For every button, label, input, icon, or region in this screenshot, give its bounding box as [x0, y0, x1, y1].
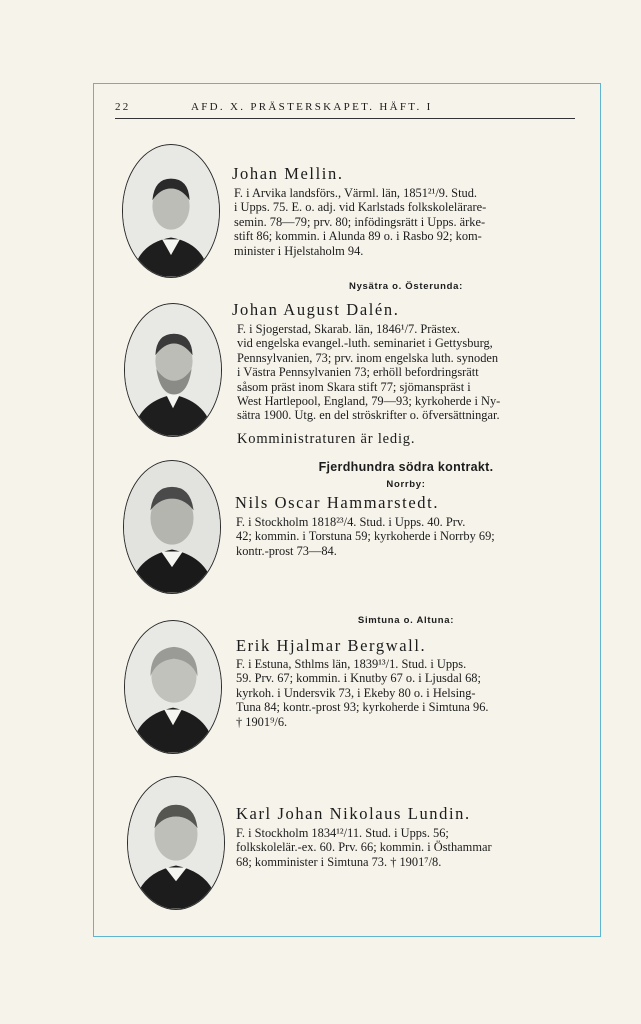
bio-line: 68; komminister i Simtuna 73. † 1901⁷/8.	[236, 854, 442, 869]
bio-line: sätra 1900. Utg. en del ströskrifter o. öfversättningar.	[237, 408, 500, 423]
entry-name: Nils Oscar Hammarstedt.	[235, 493, 440, 512]
bio-line: 42; kommin. i Torstuna 59; kyrkoherde i Norrby 69;	[236, 529, 495, 544]
bio-line: F. i Estuna, Sthlms län, 1839¹³/1. Stud. i Upps.	[236, 657, 467, 671]
entry-name: Karl Johan Nikolaus Lundin.	[236, 804, 471, 823]
bio-line: såsom präst inom Skara stift 77; sjömanspräst i	[237, 379, 471, 394]
bio-line: kyrkoh. i Undersvik 73, i Ekeby 80 o. i Helsing-	[236, 685, 476, 700]
bio-line: Pennsylvanien, 73; prv. inom engelska luth. synoden	[237, 350, 499, 365]
entry-name: Johan August Dalén.	[232, 300, 400, 319]
bio-line: kontr.-prost 73—84.	[236, 543, 337, 558]
entry-bio	[236, 826, 580, 869]
portrait-erik-hjalmar-bergwall	[124, 620, 222, 754]
bio-line: 59. Prv. 67; kommin. i Knutby 67 o. i Ljusdal 68;	[236, 671, 481, 686]
portrait-karl-johan-nikolaus-lundin	[127, 776, 225, 910]
header-rule	[115, 118, 575, 119]
bio-line: minister i Hjelstaholm 94.	[234, 243, 364, 258]
portrait-nils-oscar-hammarstedt	[123, 460, 221, 594]
vacancy-note: Komministraturen är ledig.	[237, 431, 416, 447]
bio-line: stift 86; kommin. i Alunda 89 o. i Rasbo 92; kom-	[234, 229, 482, 244]
parish-heading: Simtuna o. Altuna:	[357, 615, 455, 626]
bio-line: F. i Stockholm 1834¹²/11. Stud. i Upps. 56;	[236, 826, 449, 840]
bio-line: F. i Arvika landsförs., Värml. län, 1851²¹/9. Stud.	[234, 186, 477, 200]
entry-bio	[234, 186, 580, 258]
bio-line: vid engelska evangel.-luth. seminariet i Gettysburg,	[237, 336, 493, 351]
page-number: 22	[115, 101, 131, 113]
parish-heading: Norrby:	[386, 479, 426, 490]
entry-bio	[237, 322, 580, 423]
parish-heading: Nysätra o. Österunda:	[349, 281, 463, 292]
bio-line: F. i Stockholm 1818²³/4. Stud. i Upps. 40. Prv.	[236, 515, 466, 529]
portrait-johan-august-dalen	[124, 303, 222, 437]
bio-line: semin. 78—79; prv. 80; infödingsrätt i Upps. ärke-	[234, 214, 486, 229]
entry-bio	[236, 657, 580, 729]
running-title: AFD. X. PRÄSTERSKAPET. HÄFT. I	[191, 101, 433, 113]
bio-line: Tuna 84; kontr.-prost 93; kyrkoherde i Simtuna 96.	[236, 700, 489, 715]
bio-line: F. i Sjogerstad, Skarab. län, 1846¹/7. Prästex.	[237, 322, 460, 336]
bio-line: i Upps. 75. E. o. adj. vid Karlstads folkskolelärare-	[234, 200, 487, 215]
entry-name: Johan Mellin.	[232, 164, 344, 183]
bio-line: i Västra Pennsylvanien 73; erhöll befordringsrätt	[237, 365, 479, 380]
bio-line: † 1901⁹/6.	[236, 714, 288, 729]
bio-line: West Hartlepool, England, 79—93; kyrkoherde i Ny-	[237, 394, 501, 409]
entry-bio	[236, 515, 580, 558]
bio-line: folkskolelär.-ex. 60. Prv. 66; kommin. i Östhammar	[236, 840, 492, 855]
entry-name: Erik Hjalmar Bergwall.	[236, 636, 427, 655]
portrait-johan-mellin	[122, 144, 220, 278]
kontrakt-heading: Fjerdhundra södra kontrakt.	[318, 460, 494, 474]
